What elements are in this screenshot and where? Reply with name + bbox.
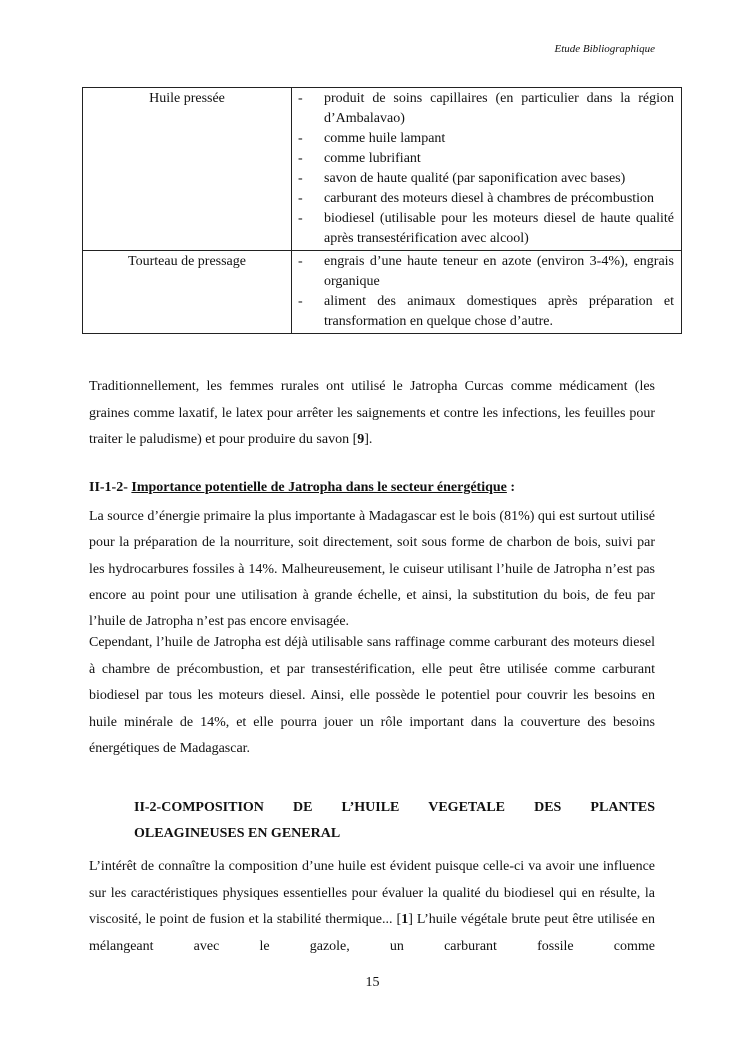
chapter-heading-line-2: OLEAGINEUSES EN GENERAL [134,826,341,841]
list-item: - savon de haute qualité (par saponification avec bases) [298,169,674,189]
list-item: - engrais d’une haute teneur en azote (environ 3-4%), engrais organique [298,252,674,292]
paragraph-text: L’intérêt de connaître la composition d’une huile est évident puisque celle-ci va avoir une influence sur les caractéristiques physiques essentielles pour évaluer la qualité du biodiesel qui en résulte, la viscosité, le point de fusion et la stabilité thermique... [ [89,859,655,927]
section-title: Importance potentielle de Jatropha dans le secteur énergétique [131,480,507,495]
table-row [83,251,682,334]
list-item: - comme lubrifiant [298,149,674,169]
product-cell: Tourteau de pressage [83,251,292,334]
list-item: - comme huile lampant [298,129,674,149]
citation-ref: 9 [357,432,365,447]
uses-cell [292,88,682,251]
uses-list [298,89,674,249]
citation-ref: 1 [401,912,409,927]
uses-list [298,252,674,332]
paragraph-biodiesel-potential: Cependant, l’huile de Jatropha est déjà utilisable sans raffinage comme carburant des moteurs diesel à chambre de précombustion, et par transestérification, elle peut être utilisée comme carburant biodiesel par tous les moteurs diesel. Ainsi, elle possède le potentiel pour couvrir les besoins en huile minérale de 14%, et elle pourra jouer un rôle important dans la couverture des besoins énergétiques de Madagascar. [89,635,655,756]
paragraph-text-end: ]. [364,432,373,447]
uses-table [82,87,682,334]
list-item: - produit de soins capillaires (en particulier dans la région d’Ambalavao) [298,89,674,129]
page-number: 15 [365,975,380,990]
section-number: II-1-2- [89,480,132,495]
paragraph-traditional-uses [89,374,655,454]
paragraph-oil-composition [89,854,655,960]
running-header: Etude Bibliographique [554,43,655,55]
section-suffix: : [506,480,516,495]
list-item: - biodiesel (utilisable pour les moteurs diesel de haute qualité après transestérification avec alcool) [298,209,674,249]
paragraph-text: Traditionnellement, les femmes rurales ont utilisé le Jatropha Curcas comme médicament (les graines comme laxatif, le latex pour arrêter les saignements et contre les infections, les feuilles pour traiter le paludisme) et pour produire du savon [ [89,379,655,447]
chapter-heading [134,795,655,847]
list-item: - aliment des animaux domestiques après préparation et transformation en quelque chose d’autre. [298,292,674,332]
product-cell: Huile pressée [83,88,292,251]
paragraph-text-end: ] L’huile végétale brute peut être utilisée en mélangeant avec le gazole, un carburant fossile comme [89,912,656,954]
paragraph-energy-sources: La source d’énergie primaire la plus importante à Madagascar est le bois (81%) qui est surtout utilisé pour la préparation de la nourriture, soit directement, soit sous forme de charbon de bois, suivi par les hydrocarbures fossiles à 14%. Malheureusement, le cuiseur utilisant l’huile de Jatropha n’est pas encore au point pour une utilisation à grande échelle, et ainsi, la substitution du bois, de feu par l’huile de Jatropha n’est pas encore envisagée. [89,509,655,630]
table-row [83,88,682,251]
chapter-heading-line-1: II-2-COMPOSITION DE L’HUILE VEGETALE DES PLANTES [134,800,655,815]
uses-cell [292,251,682,334]
section-heading [89,480,515,496]
list-item: - carburant des moteurs diesel à chambres de précombustion [298,189,674,209]
